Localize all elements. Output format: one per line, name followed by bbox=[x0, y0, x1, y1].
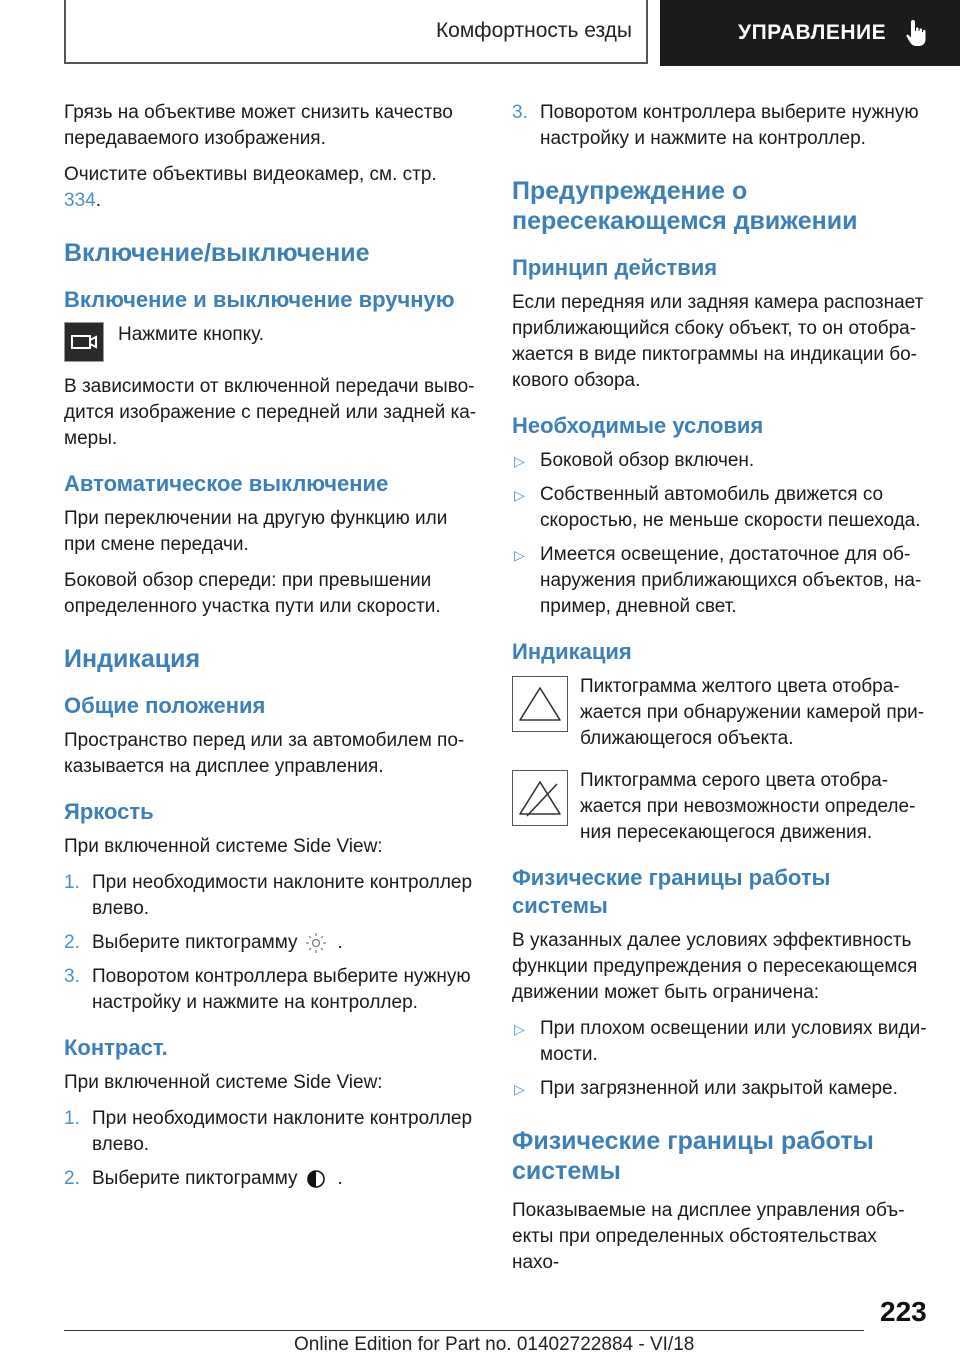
limit-text: При плохом освещении или условиях видимости. bbox=[540, 1018, 927, 1065]
page-link-334[interactable]: 334 bbox=[64, 190, 96, 211]
step-text: Выберите пиктограмму bbox=[92, 932, 298, 953]
bullet-triangle-icon: ▷ bbox=[514, 453, 525, 469]
right-column bbox=[512, 100, 928, 1286]
list-item bbox=[64, 1166, 478, 1192]
section-title bbox=[64, 0, 648, 64]
heading-display: Индикация bbox=[64, 645, 201, 673]
heading-on-off: Включение/выключение bbox=[64, 239, 370, 267]
section-title-text: Комфортность езды bbox=[435, 19, 632, 42]
step-number: 3. bbox=[512, 102, 528, 123]
list-item bbox=[64, 870, 478, 922]
paragraph-auto-1: При переключении на другую функцию или при смене передачи. bbox=[64, 508, 448, 555]
paragraph-depends: В зависимости от включенной передачи выводится изображение с передней или задней камеры. bbox=[64, 376, 477, 449]
list-item bbox=[512, 448, 928, 474]
step-suffix: . bbox=[337, 1168, 343, 1189]
heading-auto-off: Автоматическое выключение bbox=[64, 471, 389, 496]
brightness-steps-continued bbox=[512, 100, 928, 152]
left-column bbox=[64, 100, 478, 1200]
page-number: 223 bbox=[880, 1296, 927, 1327]
camera-button-icon bbox=[64, 322, 104, 362]
yellow-icon-text: Пиктограмма желтого цвета отображается при обнаружении камерой приближающегося объекта. bbox=[580, 676, 925, 749]
heading-principle: Принцип действия bbox=[512, 255, 718, 280]
paragraph-limits-1: В указанных далее условиях эффективность функции предупреждения о пересекающемся движении может быть ограничена: bbox=[512, 930, 918, 1003]
warning-triangle-icon bbox=[512, 676, 568, 732]
paragraph-general: Пространство перед или за автомобилем показывается на дисплее управления. bbox=[64, 730, 465, 777]
step-text: Поворотом контроллера выберите нужную настройку и нажмите на контроллер. bbox=[540, 102, 919, 149]
heading-cross-traffic: Предупреждение о пересекающемся движении bbox=[512, 177, 858, 235]
step-number: 2. bbox=[64, 1168, 80, 1189]
warning-triangle-crossed-icon bbox=[512, 770, 568, 826]
paragraph-limits-2: Показываемые на дисплее управления объекты при определенных обстоятельствах нахо- bbox=[512, 1200, 905, 1273]
heading-general: Общие положения bbox=[64, 693, 266, 718]
bullet-triangle-icon: ▷ bbox=[514, 487, 525, 503]
chapter-title: УПРАВЛЕНИЕ bbox=[738, 21, 887, 44]
step-text: При необходимости наклоните контроллер влево. bbox=[92, 1108, 473, 1155]
list-item bbox=[64, 930, 478, 956]
list-item bbox=[512, 100, 928, 152]
list-item bbox=[512, 1076, 928, 1102]
conditions-list bbox=[512, 448, 928, 620]
step-number: 3. bbox=[64, 966, 80, 987]
brightness-icon bbox=[303, 932, 329, 954]
footer-divider bbox=[64, 1330, 864, 1331]
heading-display-right: Индикация bbox=[512, 639, 632, 664]
yellow-icon-row bbox=[512, 674, 928, 752]
limit-text: При загрязненной или закрытой камере. bbox=[540, 1078, 898, 1099]
step-suffix: . bbox=[337, 932, 343, 953]
press-button-row bbox=[64, 322, 478, 362]
list-item bbox=[512, 482, 928, 534]
grey-icon-row bbox=[512, 768, 928, 846]
hand-pointer-icon bbox=[904, 18, 930, 48]
footer-edition: Online Edition for Part no. 01402722884 - VI/18 bbox=[294, 1334, 695, 1355]
condition-text: Собственный автомобиль движется со скоростью, не меньше скорости пешехода. bbox=[540, 484, 921, 531]
paragraph-auto-2: Боковой обзор спереди: при превышении определенного участка пути или скорости. bbox=[64, 570, 441, 617]
paragraph-brightness: При включенной системе Side View: bbox=[64, 836, 383, 857]
page-header bbox=[0, 0, 960, 66]
brightness-steps bbox=[64, 870, 478, 1016]
press-button-text: Нажмите кнопку. bbox=[118, 324, 265, 345]
step-text: При необходимости наклоните контроллер влево. bbox=[92, 872, 473, 919]
limits-list bbox=[512, 1016, 928, 1102]
bullet-triangle-icon: ▷ bbox=[514, 547, 525, 563]
heading-manual: Включение и выключение вручную bbox=[64, 287, 455, 312]
clean-text: Очистите объективы видеокамер, см. стр. bbox=[64, 164, 437, 185]
list-item bbox=[512, 1016, 928, 1068]
contrast-icon bbox=[303, 1168, 329, 1190]
contrast-steps bbox=[64, 1106, 478, 1192]
chapter-tab bbox=[660, 0, 960, 66]
heading-limits-1: Физические границы работы системы bbox=[512, 865, 831, 918]
condition-text: Боковой обзор включен. bbox=[540, 450, 755, 471]
heading-limits-2: Физические границы работы системы bbox=[512, 1127, 874, 1185]
condition-text: Имеется освещение, достаточное для обнаружения приближающихся объектов, например, дневной свет. bbox=[540, 544, 922, 617]
paragraph-contrast: При включенной системе Side View: bbox=[64, 1072, 383, 1093]
bullet-triangle-icon: ▷ bbox=[514, 1081, 525, 1097]
step-number: 1. bbox=[64, 872, 80, 893]
heading-conditions: Необходимые условия bbox=[512, 413, 764, 438]
step-number: 2. bbox=[64, 932, 80, 953]
step-text: Выберите пиктограмму bbox=[92, 1168, 298, 1189]
paragraph-principle: Если передняя или задняя камера распознает приближающийся сбоку объект, то он отображается в виде пиктограммы на индикации бокового обзора. bbox=[512, 292, 924, 391]
heading-contrast: Контраст. bbox=[64, 1035, 168, 1060]
bullet-triangle-icon: ▷ bbox=[514, 1021, 525, 1037]
grey-icon-text: Пиктограмма серого цвета отображается при невозможности определения пересекающегося движения. bbox=[580, 770, 916, 843]
paragraph-clean: Очистите объективы видеокамер, см. стр. 334. bbox=[64, 164, 437, 211]
step-number: 1. bbox=[64, 1108, 80, 1129]
paragraph-dirt: Грязь на объективе может снизить качество передаваемого изображения. bbox=[64, 102, 453, 149]
list-item bbox=[512, 542, 928, 620]
list-item bbox=[64, 964, 478, 1016]
heading-brightness: Яркость bbox=[64, 799, 154, 824]
step-text: Поворотом контроллера выберите нужную настройку и нажмите на контроллер. bbox=[92, 966, 471, 1013]
list-item bbox=[64, 1106, 478, 1158]
